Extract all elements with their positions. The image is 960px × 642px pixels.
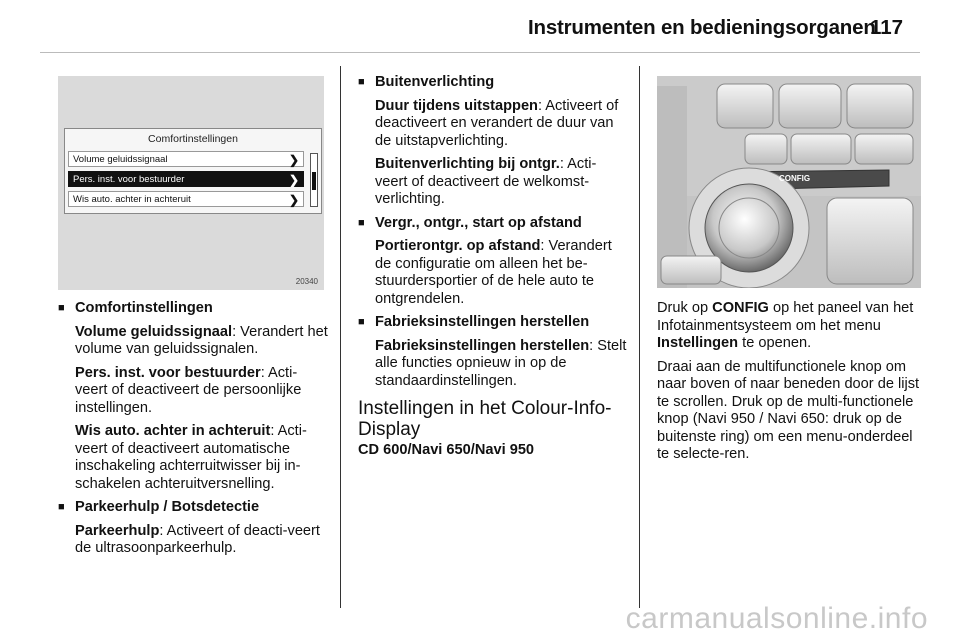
config-button-label: CONFIG	[779, 174, 811, 183]
screen-title: Comfortinstellingen	[148, 133, 238, 145]
paragraph: Draai aan de multifunctionele knop om naar boven of naar beneden door de lijst te scrollen. Druk op de multi-functionele knop (Navi 950 / Navi 650: druk op de buitenste ring) om een menu-onderdeel te selecte-ren.	[657, 358, 920, 462]
chevron-right-icon: ❯	[288, 193, 299, 207]
column-middle	[358, 74, 628, 459]
column-right	[657, 300, 927, 470]
column-divider-1	[340, 66, 341, 608]
bullet-heading: ■ Vergr., ontgr., start op afstand	[375, 214, 582, 231]
paragraph	[358, 238, 628, 308]
column-left	[58, 300, 328, 564]
term: CONFIG	[712, 300, 769, 316]
menu-row-label: Wis auto. achter in achteruit	[73, 194, 191, 205]
figure-id: 20340	[295, 277, 318, 286]
comfort-settings-figure	[58, 76, 324, 290]
text: : Activeert of deactiveert en verandert de duur van de uitstapverlichting.	[375, 97, 619, 149]
header-divider	[40, 52, 920, 53]
scroll-thumb	[312, 172, 316, 190]
menu-row-label: Pers. inst. voor bestuurder	[73, 174, 185, 185]
text: : Acti-veert of deactiveert automatische inschakeling achterruitwisser bij in-schakelen achteruitversnelling.	[75, 423, 307, 492]
column-divider-2	[639, 66, 640, 608]
term: Buitenverlichting bij ontgr.	[375, 156, 560, 172]
paragraph	[58, 365, 328, 418]
term: Pers. inst. voor bestuurder	[75, 364, 261, 381]
header-title: Instrumenten en bedieningsorganen	[528, 16, 876, 39]
section-subtitle: CD 600/Navi 650/Navi 950	[358, 442, 535, 458]
text: te openen.	[738, 335, 812, 351]
text: : Stelt alle functies opnieuw in op de standaardinstellingen.	[375, 337, 627, 389]
menu-row-personal	[68, 171, 304, 187]
bullet-heading: ■ Fabrieksinstellingen herstellen	[375, 314, 590, 330]
paragraph	[58, 324, 328, 359]
paragraph	[657, 300, 927, 353]
menu-row-volume	[68, 151, 304, 167]
bullet-heading: ■ Parkeerhulp / Botsdetectie	[75, 499, 260, 515]
term: Instellingen	[657, 335, 739, 351]
paragraph	[358, 156, 628, 209]
bullet-factory-reset	[358, 314, 628, 332]
chevron-right-icon: ❯	[288, 153, 299, 167]
bullet-parking	[58, 499, 328, 517]
bullet-heading: ■ Comfortinstellingen	[75, 300, 213, 316]
term: Volume geluidssignaal	[75, 323, 233, 340]
term: Fabrieksinstellingen herstellen	[375, 337, 590, 354]
text: : Verandert de configuratie om alleen het be-stuurdersportier of de hele auto te ontgrendelen.	[375, 238, 612, 307]
text: Druk op	[657, 300, 713, 316]
watermark: carmanualsonline.info	[625, 602, 928, 635]
term: Parkeerhulp	[75, 522, 160, 539]
chevron-right-icon: ❯	[288, 173, 299, 187]
bullet-remote-lock	[358, 215, 628, 233]
term: Duur tijdens uitstappen	[375, 97, 538, 114]
page-number: 117	[870, 16, 904, 39]
text: : Verandert het volume van geluidssignalen.	[75, 323, 328, 357]
bullet-exterior-lighting	[358, 74, 628, 92]
text: op het paneel van het Infotainmentsysteem om het menu	[657, 300, 914, 334]
screen-scrollbar	[310, 153, 318, 207]
bullet-comfort	[58, 300, 328, 318]
paragraph	[58, 523, 328, 558]
term: Wis auto. achter in achteruit	[75, 423, 271, 439]
paragraph	[58, 423, 328, 493]
control-panel-figure	[657, 76, 921, 288]
menu-row-label: Volume geluidssignaal	[73, 154, 168, 165]
paragraph	[358, 338, 628, 391]
text: : Acti-veert of deactiveert de welkomst-verlichting.	[375, 156, 597, 207]
menu-row-rear-wiper	[68, 191, 304, 207]
term: Portierontgr. op afstand	[375, 238, 541, 254]
bullet-heading: ■ Buitenverlichting	[375, 74, 495, 90]
text: : Activeert of deacti-veert de ultrasoonparkeerhulp.	[75, 522, 320, 556]
text: : Acti-veert of deactiveert de persoonlijke instellingen.	[75, 364, 302, 416]
display-screen	[64, 128, 322, 214]
paragraph	[358, 98, 628, 151]
section-title: Instellingen in het Colour-Info-Display	[358, 398, 612, 440]
